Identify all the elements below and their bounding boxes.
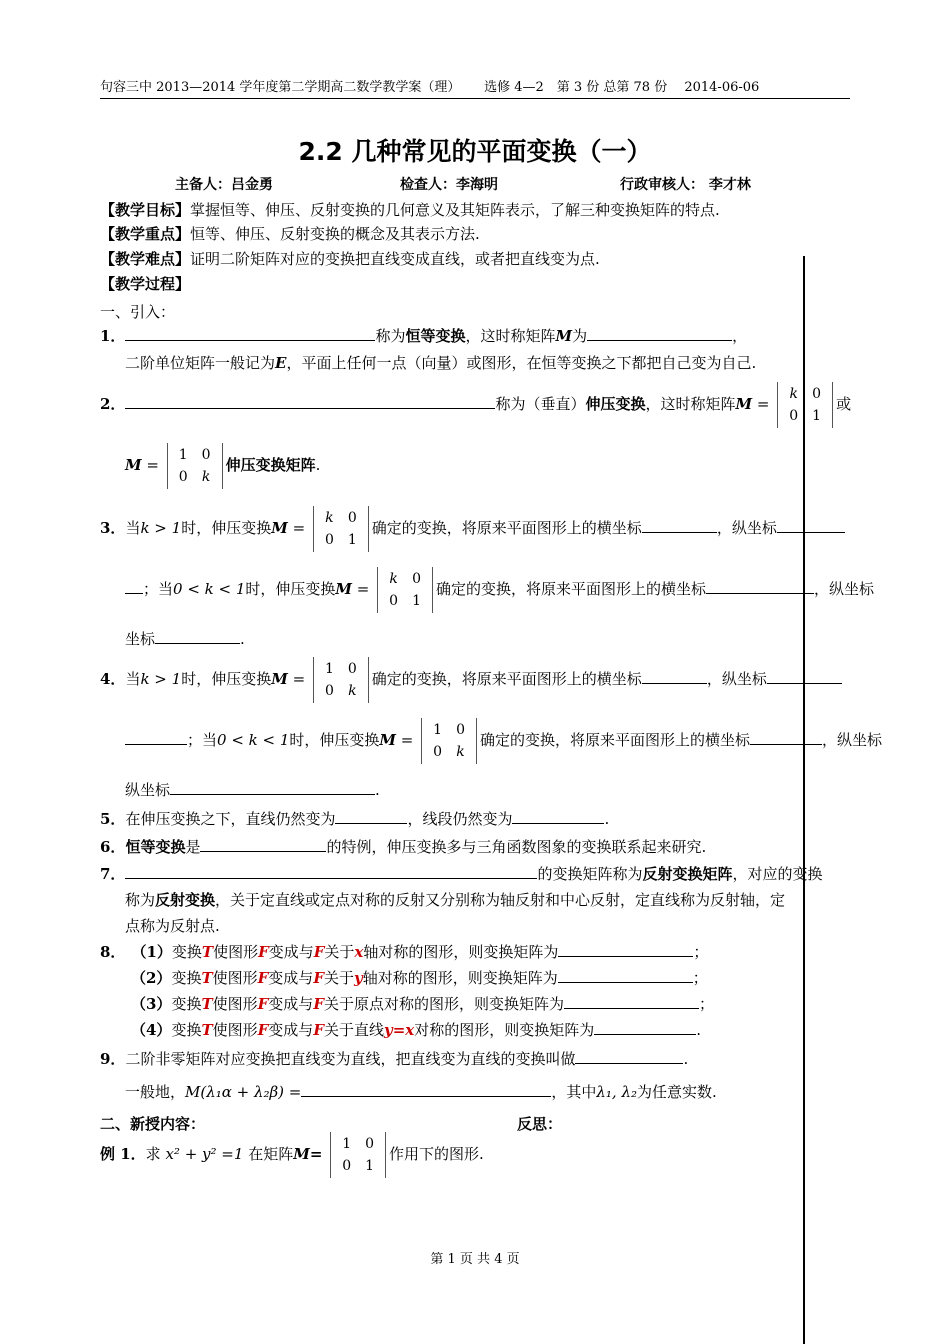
matrix-k0-01: k 0 0 1 (777, 382, 833, 428)
item-8-1: 8． （1）变换T使图形F变成与F关于x轴对称的图形，则变换矩阵为 ； (100, 943, 709, 961)
item-3-line2: ；当0 < k < 1时，伸压变换M = k 0 0 1 确定的变换，将原来平面图形上的横坐标 ，纵坐标 (125, 567, 874, 613)
teaching-focus: 【教学重点】恒等、伸压、反射变换的概念及其表示方法. (100, 225, 480, 243)
item-9-line2: 一般地，M(λ₁α + λ₂β) = ，其中λ₁, λ₂为任意实数. (125, 1083, 717, 1101)
item-5: 5．在伸压变换之下，直线仍然变为 ，线段仍然变为 . (100, 810, 610, 828)
preparer: 主备人：吕金勇 (175, 177, 273, 193)
item-9: 9．二阶非零矩阵对应变换把直线变为直线，把直线变为直线的变换叫做 . (100, 1050, 689, 1068)
item-3: 3．当k > 1时，伸压变换M = k 0 0 1 确定的变换，将原来平面图形上的横坐标 ，纵坐标 (100, 506, 845, 552)
item-7-line3: 点称为反射点. (125, 917, 220, 935)
item-7-line2: 称为反射变换，关于定直线或定点对称的反射又分别称为轴反射和中心反射，定直线称为反射轴，定 (125, 891, 786, 909)
matrix-k0-01: k 0 0 1 (377, 567, 433, 613)
item-4-line2: ；当0 < k < 1时，伸压变换M = 1 0 0 k 确定的变换，将原来平面图形上的横坐标 ，纵坐标 (125, 718, 882, 764)
item-4: 4．当k > 1时，伸压变换M = 1 0 0 k 确定的变换，将原来平面图形上的横坐标 ，纵坐标 (100, 657, 842, 703)
item-1-line2: 二阶单位矩阵一般记为E，平面上任何一点（向量）或图形，在恒等变换之下都把自己变为自己. (125, 354, 757, 372)
section-intro: 一、引入： (100, 303, 176, 321)
item-8-2: （2）变换T使图形F变成与F关于y轴对称的图形，则变换矩阵为 ； (131, 969, 708, 987)
page-header: 句容三中 2013—2014 学年度第二学期高二数学教学案（理） 选修 4—2 第 3 份 总第 78 份 2014-06-06 (100, 76, 850, 99)
reflection-label: 反思： (517, 1115, 563, 1133)
teaching-objective: 【教学目标】掌握恒等、伸压、反射变换的几何意义及其矩阵表示，了解三种变换矩阵的特点. (100, 201, 720, 219)
matrix-10-0k: 1 0 0 k (167, 443, 223, 489)
matrix-10-0k: 1 0 0 k (421, 718, 477, 764)
item-4-line3: 纵坐标 . (125, 781, 380, 799)
item-7: 7． 的变换矩阵称为反射变换矩阵，对应的变换 (100, 865, 823, 883)
admin-reviewer: 行政审核人： 李才林 (620, 177, 751, 193)
item-8-4: （4）变换T使图形F变成与F关于直线y=x对称的图形，则变换矩阵为 . (131, 1021, 702, 1039)
matrix-k0-01: k 0 0 1 (313, 506, 369, 552)
teaching-process-label: 【教学过程】 (100, 275, 191, 293)
page-footer: 第 1 页 共 4 页 (430, 1252, 520, 1267)
item-2-line2: M = 1 0 0 k 伸压变换矩阵. (125, 443, 320, 489)
item-3-line3: 坐标 . (125, 630, 245, 648)
page-title: 2.2 几种常见的平面变换（一） (298, 137, 652, 166)
matrix-10-0k: 1 0 0 k (313, 657, 369, 703)
item-8-3: （3）变换T使图形F变成与F关于原点对称的图形，则变换矩阵为 ； (131, 995, 714, 1013)
section-new-content: 二、新授内容： (100, 1115, 206, 1133)
item-6: 6．恒等变换是 的特例，伸压变换多与三角函数图象的变换联系起来研究. (100, 838, 707, 856)
item-2: 2． 称为（垂直）伸压变换，这时称矩阵M = k 0 0 1 或 (100, 382, 851, 428)
matrix-10-01: 1 0 0 1 (330, 1132, 386, 1178)
checker: 检查人：李海明 (400, 177, 498, 193)
teaching-difficulty: 【教学难点】证明二阶矩阵对应的变换把直线变成直线，或者把直线变为点. (100, 250, 600, 268)
example-1: 例 1．求 x² + y² =1 在矩阵M= 1 0 0 1 作用下的图形. (100, 1132, 484, 1178)
item-1: 1． 称为恒等变换，这时称矩阵M为 ， (100, 327, 748, 345)
